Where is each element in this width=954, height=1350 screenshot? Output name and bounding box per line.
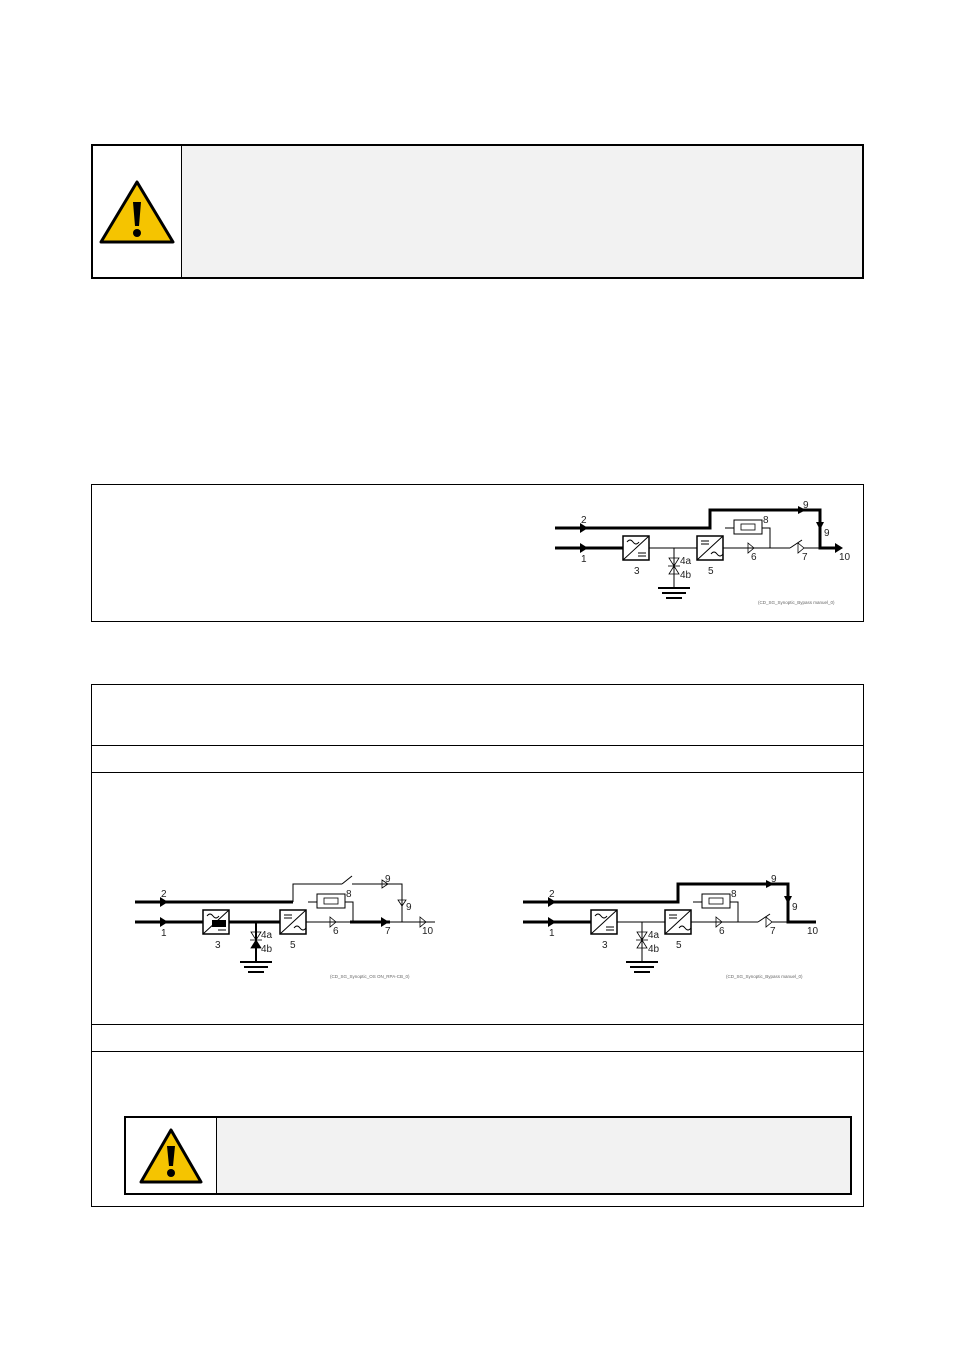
- warning-icon: [93, 146, 181, 277]
- synoptic-normal-diagram: [130, 870, 440, 985]
- label-4a: 4a: [261, 930, 273, 941]
- label-2: 2: [161, 889, 167, 900]
- label-2: 2: [549, 889, 555, 900]
- label-5: 5: [290, 940, 296, 951]
- label-3: 3: [602, 940, 608, 951]
- label-9-top: 9: [803, 500, 809, 511]
- label-4b: 4b: [680, 570, 692, 581]
- label-8: 8: [763, 515, 769, 526]
- table-divider: [91, 745, 864, 746]
- label-10: 10: [839, 552, 851, 563]
- label-9-side: 9: [792, 902, 798, 913]
- label-10: 10: [807, 926, 819, 937]
- warning-box-bottom: [124, 1116, 852, 1195]
- table-divider: [91, 1051, 864, 1052]
- table-divider: [91, 1024, 864, 1025]
- label-10: 10: [422, 926, 434, 937]
- label-6: 6: [333, 926, 339, 937]
- label-4b: 4b: [648, 944, 660, 955]
- label-9-side: 9: [824, 528, 830, 539]
- label-7: 7: [802, 552, 808, 563]
- label-3: 3: [634, 566, 640, 577]
- diagram-caption: (CD_SG_Synoptic_Bypass manuel_0): [726, 974, 803, 979]
- label-1: 1: [161, 928, 167, 939]
- label-2: 2: [581, 515, 587, 526]
- label-9-side: 9: [406, 902, 412, 913]
- synoptic-bypass-diagram: [550, 496, 855, 612]
- label-9-top: 9: [771, 874, 777, 885]
- label-9-top: 9: [385, 874, 391, 885]
- label-6: 6: [751, 552, 757, 563]
- label-3: 3: [215, 940, 221, 951]
- diagram-caption: (CD_SG_Synoptic_Bypass manuel_0): [758, 600, 835, 605]
- label-1: 1: [581, 554, 587, 565]
- synoptic-bypass-diagram-2: [518, 870, 823, 985]
- label-8: 8: [731, 889, 737, 900]
- label-8: 8: [346, 889, 352, 900]
- warning-box-top: [91, 144, 864, 279]
- label-5: 5: [708, 566, 714, 577]
- label-5: 5: [676, 940, 682, 951]
- diagram-caption: (CD_SG_Synoptic_OS ON_RPA-CB_0): [330, 974, 410, 979]
- label-1: 1: [549, 928, 555, 939]
- label-4a: 4a: [648, 930, 660, 941]
- label-6: 6: [719, 926, 725, 937]
- warning-icon: [126, 1118, 216, 1193]
- table-divider: [91, 772, 864, 773]
- label-4b: 4b: [261, 944, 273, 955]
- label-7: 7: [770, 926, 776, 937]
- label-4a: 4a: [680, 556, 692, 567]
- label-7: 7: [385, 926, 391, 937]
